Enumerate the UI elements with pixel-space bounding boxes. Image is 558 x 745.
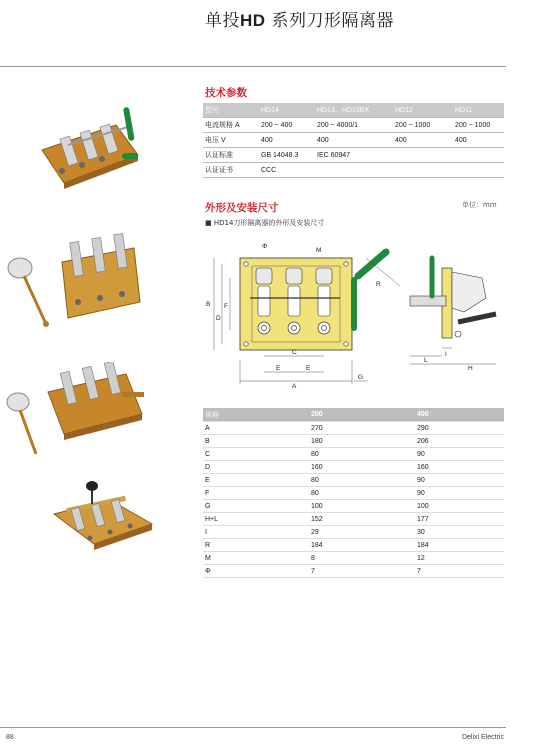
table-cell: 80	[309, 474, 415, 487]
table-cell: E	[203, 474, 309, 487]
table-cell: 206	[415, 435, 504, 448]
drawing-caption: ■ HD14刀形隔离器的外形及安装尺寸	[205, 219, 325, 227]
page-number: 88	[6, 734, 14, 741]
table-row	[203, 474, 504, 487]
table-header-row	[203, 408, 504, 422]
table-cell: 184	[415, 539, 504, 552]
table-cell: 100	[415, 500, 504, 513]
table-cell: 290	[415, 422, 504, 435]
product-photo-hd13	[2, 232, 152, 332]
brand-name: Delixi Electric	[461, 734, 504, 741]
table-row	[203, 118, 504, 133]
table-cell: 200 ~ 400	[259, 118, 315, 133]
table-cell: HD12	[393, 103, 453, 118]
dim-label-h: H	[468, 365, 473, 372]
tech-params-table	[203, 103, 504, 178]
tech-params-heading: 技术参数	[205, 87, 247, 99]
side-view	[410, 258, 496, 364]
table-cell: 400	[393, 133, 453, 148]
table-row	[203, 461, 504, 474]
table-cell: 152	[309, 513, 415, 526]
table-cell: B	[203, 435, 309, 448]
table-cell: 认证证书	[203, 163, 259, 178]
unit-label: 单位：mm	[462, 201, 497, 209]
table-cell: 电流规格 A	[203, 118, 259, 133]
dim-label-r: R	[376, 281, 381, 288]
table-cell	[393, 163, 453, 178]
table-cell: G	[203, 500, 309, 513]
table-cell: 规格	[203, 408, 309, 422]
table-cell	[315, 163, 393, 178]
table-cell: 184	[309, 539, 415, 552]
table-cell: 400	[453, 133, 504, 148]
table-cell: Φ	[203, 565, 309, 578]
dim-label-l: L	[424, 357, 428, 364]
table-cell: 400	[315, 133, 393, 148]
dim-label-i: I	[445, 351, 447, 358]
table-cell: D	[203, 461, 309, 474]
table-cell: 400	[415, 408, 504, 422]
dim-label-m: M	[316, 247, 322, 254]
table-cell: HD14	[259, 103, 315, 118]
table-row	[203, 500, 504, 513]
table-cell: R	[203, 539, 309, 552]
dim-label-e2: E	[306, 365, 311, 372]
table-cell: 270	[309, 422, 415, 435]
table-cell: 电压 V	[203, 133, 259, 148]
table-cell: 200 ~ 1000	[393, 118, 453, 133]
handle-front	[358, 252, 386, 276]
table-cell	[393, 148, 453, 163]
table-row	[203, 163, 504, 178]
table-cell: F	[203, 487, 309, 500]
table-cell: 177	[415, 513, 504, 526]
table-cell: M	[203, 552, 309, 565]
table-cell: I	[203, 526, 309, 539]
dim-label-g: G	[358, 374, 364, 381]
table-cell: 100	[309, 500, 415, 513]
product-photo-hd11	[48, 478, 158, 558]
bottom-divider	[0, 727, 506, 728]
dimension-drawing	[196, 238, 506, 388]
table-cell: 90	[415, 487, 504, 500]
table-cell: HD13、HD13BX	[315, 103, 393, 118]
table-cell: 8	[309, 552, 415, 565]
table-cell: 200 ~ 4000/1	[315, 118, 393, 133]
table-row	[203, 552, 504, 565]
table-cell: C	[203, 448, 309, 461]
table-cell: GB 14048.3	[259, 148, 315, 163]
dim-label-c: C	[292, 349, 297, 356]
table-cell: 7	[309, 565, 415, 578]
table-cell: 160	[415, 461, 504, 474]
table-cell: 29	[309, 526, 415, 539]
table-cell: 90	[415, 474, 504, 487]
table-cell: 90	[415, 448, 504, 461]
table-row	[203, 513, 504, 526]
table-cell: 80	[309, 448, 415, 461]
table-row	[203, 526, 504, 539]
table-cell: HD11	[453, 103, 504, 118]
table-cell: 80	[309, 487, 415, 500]
table-cell: 400	[259, 133, 315, 148]
table-cell: 180	[309, 435, 415, 448]
table-cell	[453, 148, 504, 163]
dim-label-f: F	[224, 303, 228, 310]
table-row	[203, 565, 504, 578]
dim-label-phi: Φ	[262, 243, 268, 250]
dimensions-heading: 外形及安装尺寸	[205, 202, 279, 214]
table-cell: 12	[415, 552, 504, 565]
table-cell: A	[203, 422, 309, 435]
table-row	[203, 448, 504, 461]
product-photo-hd14	[38, 105, 160, 195]
table-header-row	[203, 103, 504, 118]
product-photo-hd12	[2, 362, 152, 460]
table-cell: 认证标准	[203, 148, 259, 163]
table-cell: 30	[415, 526, 504, 539]
table-cell: 200 ~ 1000	[453, 118, 504, 133]
dim-label-e1: E	[276, 365, 281, 372]
table-cell: 160	[309, 461, 415, 474]
table-cell: 型号	[203, 103, 259, 118]
dim-label-b: B	[206, 301, 211, 308]
page-title: 单投HD 系列刀形隔离器	[205, 11, 394, 31]
table-cell: H+L	[203, 513, 309, 526]
table-cell: 200	[309, 408, 415, 422]
table-row	[203, 487, 504, 500]
dim-label-d: D	[216, 315, 221, 322]
table-cell: 7	[415, 565, 504, 578]
table-cell: CCC	[259, 163, 315, 178]
table-row	[203, 435, 504, 448]
table-row	[203, 422, 504, 435]
table-cell	[453, 163, 504, 178]
table-row	[203, 133, 504, 148]
dim-label-a: A	[292, 383, 297, 388]
top-divider	[0, 66, 506, 67]
table-cell: IEC 60947	[315, 148, 393, 163]
table-row	[203, 539, 504, 552]
dimensions-table	[203, 408, 504, 578]
table-row	[203, 148, 504, 163]
